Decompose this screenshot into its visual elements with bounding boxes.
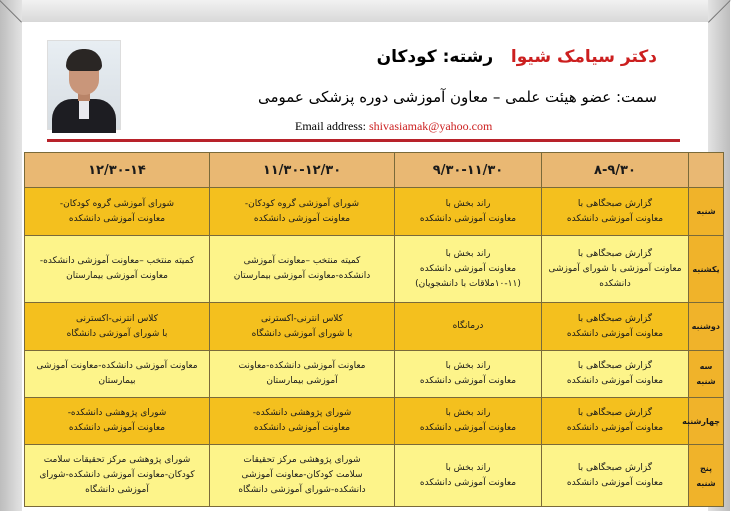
schedule-cell: شورای پژوهشی مرکز تحقیقات سلامت کودکان-معاونت آموزشی دانشکده-شورای آموزشی دانشگاه	[210, 445, 395, 507]
schedule-cell: کلاس انترنی-اکسترنی با شورای آموزشی دانشگاه	[25, 303, 210, 351]
schedule-cell: گزارش صبحگاهی با معاونت آموزشی با شورای آموزشی دانشکده	[542, 236, 689, 303]
email-link[interactable]: shivasiamak@yahoo.com	[368, 119, 493, 133]
schedule-cell: درمانگاه	[395, 303, 542, 351]
day-label: دوشنبه	[689, 303, 724, 351]
schedule-cell: گزارش صبحگاهی با معاونت آموزشی دانشکده	[542, 445, 689, 507]
schedule-cell: کمیته منتخب –معاونت آموزشی دانشکده- معاونت آموزشی بیمارستان	[25, 236, 210, 303]
schedule-cell: شورای پژوهشی دانشکده- معاونت آموزشی دانشکده	[25, 398, 210, 445]
position-line: سمت: عضو هیئت علمی – معاون آموزشی دوره پزشکی عمومی	[257, 88, 657, 106]
profile-photo	[47, 40, 121, 130]
schedule-cell: شورای پژوهشی مرکز تحقیقات سلامت کودکان-معاونت آموزشی دانشکده-شورای آموزشی دانشگاه	[25, 445, 210, 507]
schedule-cell: شورای پژوهشی دانشکده- معاونت آموزشی دانشکده	[210, 398, 395, 445]
column-header: ۱۱/۳۰-۱۲/۳۰	[210, 153, 395, 188]
schedule-cell: راند بخش با معاونت آموزشی دانشکده	[395, 351, 542, 398]
table-row	[25, 188, 724, 236]
day-label: پنج شنبه	[689, 445, 724, 507]
email-line	[295, 119, 492, 134]
table-row	[25, 236, 724, 303]
table-row	[25, 398, 724, 445]
schedule-cell: معاونت آموزشی دانشکده-معاونت آموزشی بیمارستان	[25, 351, 210, 398]
schedule-cell: کمیته منتخب –معاونت آموزشی دانشکده-معاونت آموزشی بیمارستان	[210, 236, 395, 303]
schedule-cell: کلاس انترنی-اکسترنی با شورای آموزشی دانشگاه	[210, 303, 395, 351]
frame-left	[0, 0, 22, 511]
schedule-cell: گزارش صبحگاهی با معاونت آموزشی دانشکده	[542, 398, 689, 445]
day-label: یکشنبه	[689, 236, 724, 303]
column-header: ۸-۹/۳۰	[542, 153, 689, 188]
table-row	[25, 351, 724, 398]
schedule-cell: راند بخش با معاونت آموزشی دانشکده	[395, 445, 542, 507]
frame-top	[0, 0, 730, 22]
table-row	[25, 303, 724, 351]
day-label: سه شنبه	[689, 351, 724, 398]
schedule-cell: گزارش صبحگاهی با معاونت آموزشی دانشکده	[542, 351, 689, 398]
table-row	[25, 445, 724, 507]
schedule-cell: راند بخش با معاونت آموزشی دانشکده (۱۰-۱۱ملاقات با دانشجویان)	[395, 236, 542, 303]
header-row	[25, 153, 724, 188]
schedule-cell: گزارش صبحگاهی با معاونت آموزشی دانشکده	[542, 303, 689, 351]
corner-cell	[689, 153, 724, 188]
schedule-cell: گزارش صبحگاهی با معاونت آموزشی دانشکده	[542, 188, 689, 236]
field-label: رشته: کودکان	[376, 47, 494, 67]
schedule-table	[24, 152, 724, 507]
column-header: ۹/۳۰-۱۱/۳۰	[395, 153, 542, 188]
schedule-cell: راند بخش با معاونت آموزشی دانشکده	[395, 398, 542, 445]
email-label: Email address:	[295, 119, 366, 133]
page-title	[377, 47, 657, 67]
day-label: چهارشنبه	[689, 398, 724, 445]
schedule-cell: شورای آموزشی گروه کودکان- معاونت آموزشی دانشکده	[25, 188, 210, 236]
column-header: ۱۲/۳۰-۱۴	[25, 153, 210, 188]
schedule-cell: راند بخش با معاونت آموزشی دانشکده	[395, 188, 542, 236]
day-label: شنبه	[689, 188, 724, 236]
doctor-name: دکتر سیامک شیوا	[510, 47, 657, 67]
schedule-cell: شورای آموزشی گروه کودکان- معاونت آموزشی دانشکده	[210, 188, 395, 236]
header-divider	[47, 139, 680, 142]
schedule-cell: معاونت آموزشی دانشکده-معاونت آموزشی بیمارستان	[210, 351, 395, 398]
